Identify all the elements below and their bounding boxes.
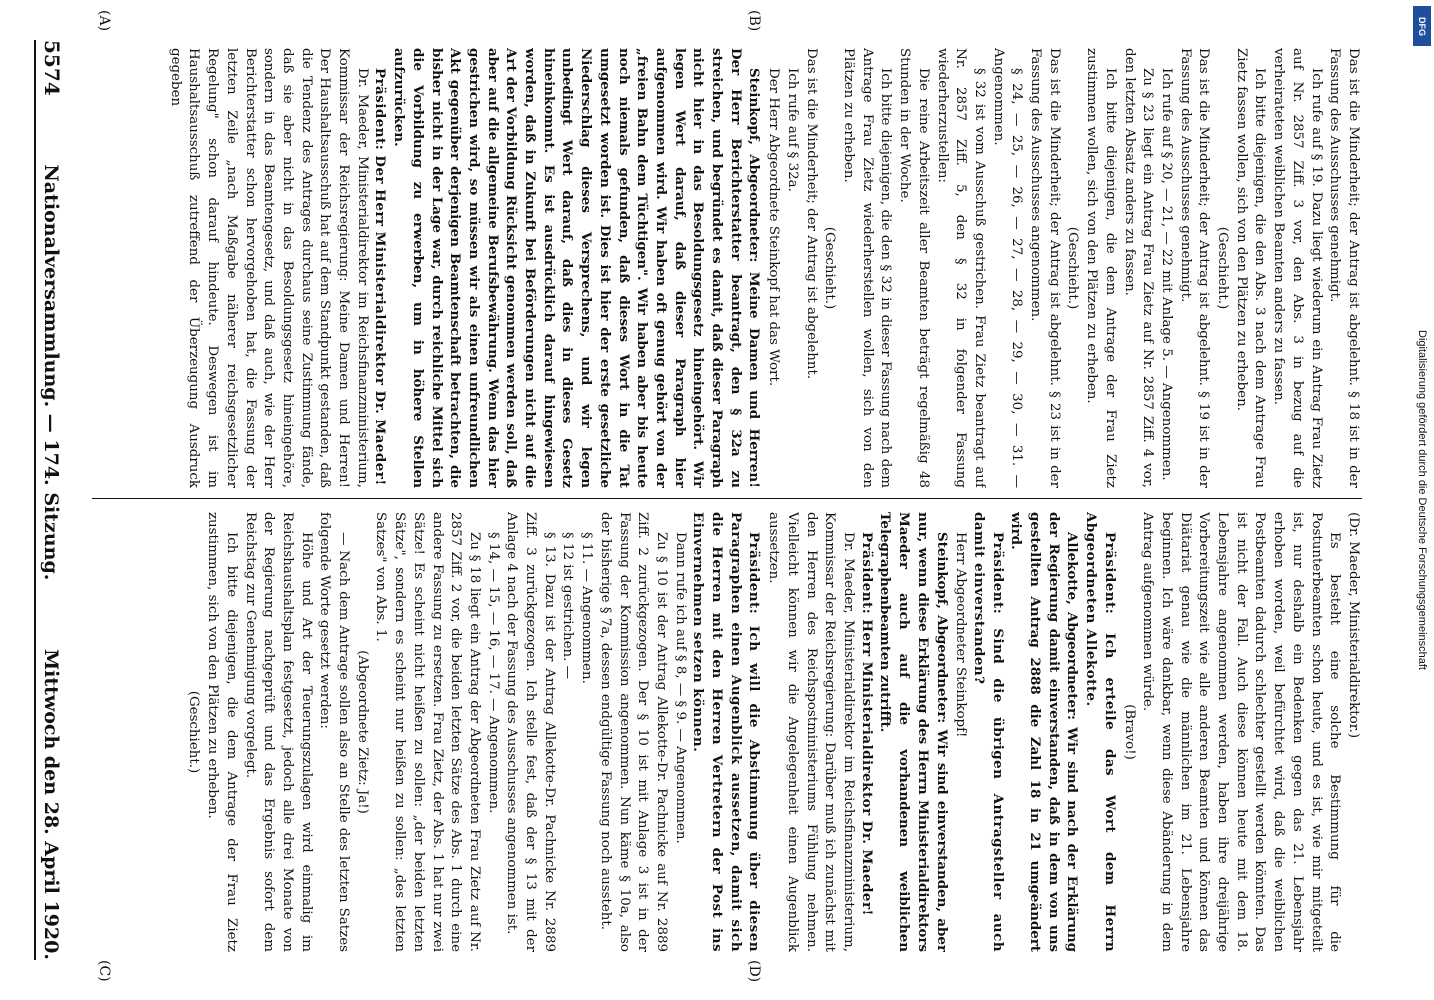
- left-column-paragraph: Es besteht eine solche Bestimmung für die Postunterbeamten schon heute, und es ist, wie mir mitgeteilt ist, nur deshalb ein Bedenken gegen das 21. Lebensjahr erhoben worden, weil befürchtet wird, daß die weiblichen Postbeamten dadurch schlechter gestellt werden könnten. Das ist nicht der Fall. Auch diese können heute mit dem 18. Lebensjahre angenommen werden, haben ihre dreijährige Vorbereitungszeit wie alle anderen Beamten und können das Diätariat genau wie die männlichen im 21. Lebensjahre beginnen. Ich wäre dankbar, wenn diese Abänderung in dem Antrag aufgenommen würde.: [1140, 512, 1343, 952]
- left-column-paragraph: Dann rufe ich auf § 8, — § 9. — Angenommen.: [672, 532, 688, 844]
- margin-mark-d: (D): [746, 960, 762, 983]
- right-column-paragraph: § 32 ist vom Ausschuß gestrichen. Frau Zietz beantragt auf Nr. 2857 Ziff. 5, den § 32 in folgender Fassung wiederherzustellen:: [934, 48, 987, 488]
- left-column-paragraph: § 12 ist gestrichen. —: [560, 532, 576, 680]
- right-column-paragraph: Der Herr Abgeordnete Steinkopf hat das Wort.: [766, 68, 782, 387]
- dfg-logo: DFG: [1413, 6, 1431, 46]
- left-column-paragraph: Präsident: Sind die übrigen Antragsteller auch damit einverstanden?: [970, 512, 1006, 952]
- left-column-paragraph: Präsident: Herr Ministerialdirektor Dr. Maeder!: [858, 532, 875, 916]
- left-column-paragraph: Dr. Maeder, Ministerialdirektor im Reichsfinanzministerium, Kommissar der Reichsregierung: Darüber muß ich zunächst mit den Herren des Reichspostministeriums Fühlung nehmen. Vielleicht können wir die Angelegenheit einen Augenblick aussetzen.: [766, 512, 857, 952]
- margin-mark-b: (B): [746, 10, 762, 32]
- right-column: [92, 512, 1362, 952]
- left-column-paragraph: (Bravo!): [1121, 704, 1137, 760]
- left-column-paragraph: § 14, — 15, — 16, — 17. — Angenommen.: [485, 532, 501, 814]
- left-column-paragraph: § 13. Dazu ist der Antrag Allekotte-Dr. Pachnicke Nr. 2889 Ziff. 3 zurückgezogen. Ich stelle fest, daß der § 13 mit der Anlage 4 nach der Fassung des Ausschusses angenommen ist.: [504, 512, 557, 952]
- margin-mark-a: (A): [96, 10, 112, 32]
- left-column-paragraph: Zu § 18 liegt ein Antrag der Abgeordneten Frau Zietz auf Nr. 2857 Ziff. 2 vor, die beiden letzten Sätze des Abs. 1 durch eine andere Fassung zu ersetzen. Frau Zietz, der Abs. 1 hat nur zwei Sätze! Es scheint nicht heißen zu sollen: „der beiden letzten Sätze", sondern es scheint nur heißen zu sollen: „des letzten Satzes" von Abs. 1.: [373, 512, 482, 952]
- left-column-paragraph: (Abgeordnete Zietz: Ja!): [354, 650, 370, 814]
- right-column-paragraph: Steinkopf, Abgeordneter: Meine Damen und Herren! Der Herr Berichterstatter beantragt, den § 32a zu streichen, und begründet es damit, daß dieser Paragraph nicht hier in das Besoldungsgesetz hineingehört. Wir legen Wert darauf, daß dieser Paragraph hier aufgenommen wird. Wir haben oft genug gehört von der „freien Bahn dem Tüchtigen". Wir haben aber bis heute noch niemals gefunden, daß dieses Wort in die Tat umgesetzt worden ist. Dies ist hier der erste gesetzliche Niederschlag dieses Versprechens, und wir legen unbedingt Wert darauf, daß dies in dieses Gesetz hineinkommt. Es ist ausdrücklich darauf hingewiesen worden, daß in Zukunft bei Beförderungen nicht auf die Art der Vorbildung Rücksicht genommen werden soll, daß aber auf die allgemeine Berufsbewährung. Wenn das hier gestrichen wird, so müssen wir als einen unfreundlichen Akt gegenüber derjenigen Beamtenschaft betrachten, die bisher nicht in der Lage war, durch reichliche Mittel sich die Vorbildung zu erwerben, um in höhere Stellen aufzurücken.: [391, 48, 763, 488]
- right-column-paragraph: Die reine Arbeitszeit aller Beamten beträgt regelmäßig 48 Stunden in der Woche.: [897, 48, 931, 488]
- right-column-paragraph: (Geschieht.): [1065, 226, 1081, 310]
- left-column-paragraph: § 11. — Angenommen.: [579, 532, 595, 684]
- right-column-paragraph: Zu § 23 liegt ein Antrag Frau Zietz auf Nr. 2857 Ziff. 4 vor, den letzten Absatz anders zu fassen.: [1121, 48, 1156, 488]
- left-column-paragraph: (Dr. Maeder, Ministerialdirektor.): [1346, 512, 1361, 739]
- right-column-paragraph: Ich rufe auf § 20, — 21, — 22 mit Anlage 5. — Angenommen.: [1158, 68, 1174, 481]
- header-right-title: Mittwoch den 28. April 1920.: [40, 649, 62, 960]
- right-column-paragraph: Ich bitte diejenigen, die den Abs. 3 nach dem Antrage Frau Zietz fassen wollen, sich von den Plätzen zu erheben.: [1233, 48, 1268, 488]
- right-column-paragraph: Ich bitte diejenigen, die dem Antrage der Frau Zietz zustimmen wollen, sich von den Plätzen zu erheben.: [1084, 48, 1118, 488]
- left-column-paragraph: Präsident: Ich will die Abstimmung über diesen Paragraphen einen Augenblick aussetzen, damit sich die Herren mit den Herren Vertretern der Post ins Einvernehmen setzen können.: [690, 512, 763, 952]
- left-column-paragraph: Herr Abgeordneter Steinkopf!: [953, 532, 969, 738]
- page-number: 5574: [40, 40, 64, 96]
- column-divider: [92, 498, 1362, 499]
- right-column-paragraph: Ich bitte diejenigen, die den § 32 in dieser Fassung nach dem Antrage Frau Zietz wiederherstellen wollen, sich von den Plätzen zu erheben.: [841, 48, 894, 488]
- left-column-paragraph: Höhe und Art der Teuerungszulagen wird einmalig im Reichshaushaltsplan festgesetzt, jedoch alle drei Monate von der Regierung nachgeprüft und das Ergebnis sofort dem Reichstag zur Genehmigung vorgelegt.: [242, 512, 314, 952]
- right-column-paragraph: Ich rufe auf § 32a.: [784, 68, 800, 192]
- left-column-paragraph: Zu § 10 ist der Antrag Allekotte-Dr. Pachnicke auf Nr. 2889 Ziff. 2 zurückgezogen. Der § 10 ist mit Anlage 3 ist in der Fassung der Kommission angenommen. Nun käme § 10a, also der bisherige § 7a, dessen endgültige Fassung noch aussteht.: [597, 512, 669, 952]
- right-column-paragraph: Präsident: Der Herr Ministerialdirektor Dr. Maeder!: [372, 68, 389, 486]
- right-column-paragraph: (Geschieht.): [1215, 226, 1231, 310]
- header-left-title: Nationalversammlung. — 174. Sitzung.: [40, 164, 62, 581]
- right-column-paragraph: Dr. Maeder, Ministerialdirektor im Reichsfinanzministerium, Kommissar der Reichsregierung: Meine Damen und Herren! Der Haushaltsausschuß hat auf dem Standpunkt gestanden, daß die Tendenz des Antrages durchaus seine Zustimmung fände, daß sie aber nicht in das Besoldungsgesetz hineingehöre, sondern in das Beamtengesetz, und daß auch, wie der Herr Berichterstatter schon hervorgehoben hat, die Fassung der letzten Zeile „nach Maßgabe näherer reichsgesetzlicher Regelung" schon darauf hindeute. Deswegen ist im Haushaltsausschuß zutreffend der Überzeugung Ausdruck gegeben: [167, 48, 370, 488]
- left-column: [92, 48, 1362, 488]
- digitization-credit: [1411, 0, 1433, 1000]
- running-header: [34, 40, 80, 960]
- margin-mark-c: (C): [96, 960, 112, 982]
- right-column-paragraph: Ich rufe auf § 19. Dazu liegt wiederum ein Antrag Frau Zietz auf Nr. 2857 Ziff. 3 vor, den Abs. 3 in bezug auf die verheirateten weiblichen Beamten anders zu fassen.: [1271, 48, 1324, 488]
- right-column-paragraph: Das ist die Minderheit; der Antrag ist abgelehnt. § 18 ist in der Fassung des Ausschusses genehmigt.: [1327, 48, 1361, 488]
- right-column-paragraph: (Geschieht.): [822, 226, 838, 310]
- right-column-paragraph: Das ist die Minderheit; der Antrag ist abgelehnt. § 19 ist in der Fassung des Ausschusses genehmigt.: [1177, 48, 1212, 488]
- right-column-paragraph: § 24, — 25, — 26, — 27, — 28, — 29, — 30, — 31. — Angenommen.: [990, 48, 1025, 488]
- left-column-paragraph: Präsident: Ich erteile das Wort dem Herrn Abgeordneten Allekotte.: [1083, 512, 1118, 952]
- left-column-paragraph: Allekotte, Abgeordneter: Wir sind nach der Erklärung der Regierung damit einverstanden, daß in dem von uns gestellten Antrag 2888 die Zahl 18 in 21 umgeändert wird.: [1008, 512, 1081, 952]
- right-column-paragraph: Das ist die Minderheit; der Antrag ist abgelehnt.: [803, 48, 819, 380]
- right-column-paragraph: Das ist die Minderheit; der Antrag ist abgelehnt. § 23 ist in der Fassung des Ausschusses angenommen.: [1028, 48, 1062, 488]
- left-column-paragraph: Ich bitte diejenigen, die dem Antrage der Frau Zietz zustimmen, sich von den Plätzen zu erheben.: [205, 512, 239, 952]
- digitization-credit-text: Digitalisierung gefördert durch die Deutsche Forschungsgemeinschaft: [1416, 330, 1428, 670]
- left-column-paragraph: Steinkopf, Abgeordneter: Wir sind einverstanden, aber nur, wenn diese Erklärung des Herrn Ministerialdirektors Maeder auch auf die vorhandenen weiblichen Telegraphenbeamten zutrifft.: [877, 512, 950, 952]
- left-column-paragraph: — Nach dem Antrage sollen also an Stelle des letzten Satzes folgende Worte gesetzt werden:: [317, 512, 352, 952]
- left-column-paragraph: (Geschieht.): [186, 690, 202, 774]
